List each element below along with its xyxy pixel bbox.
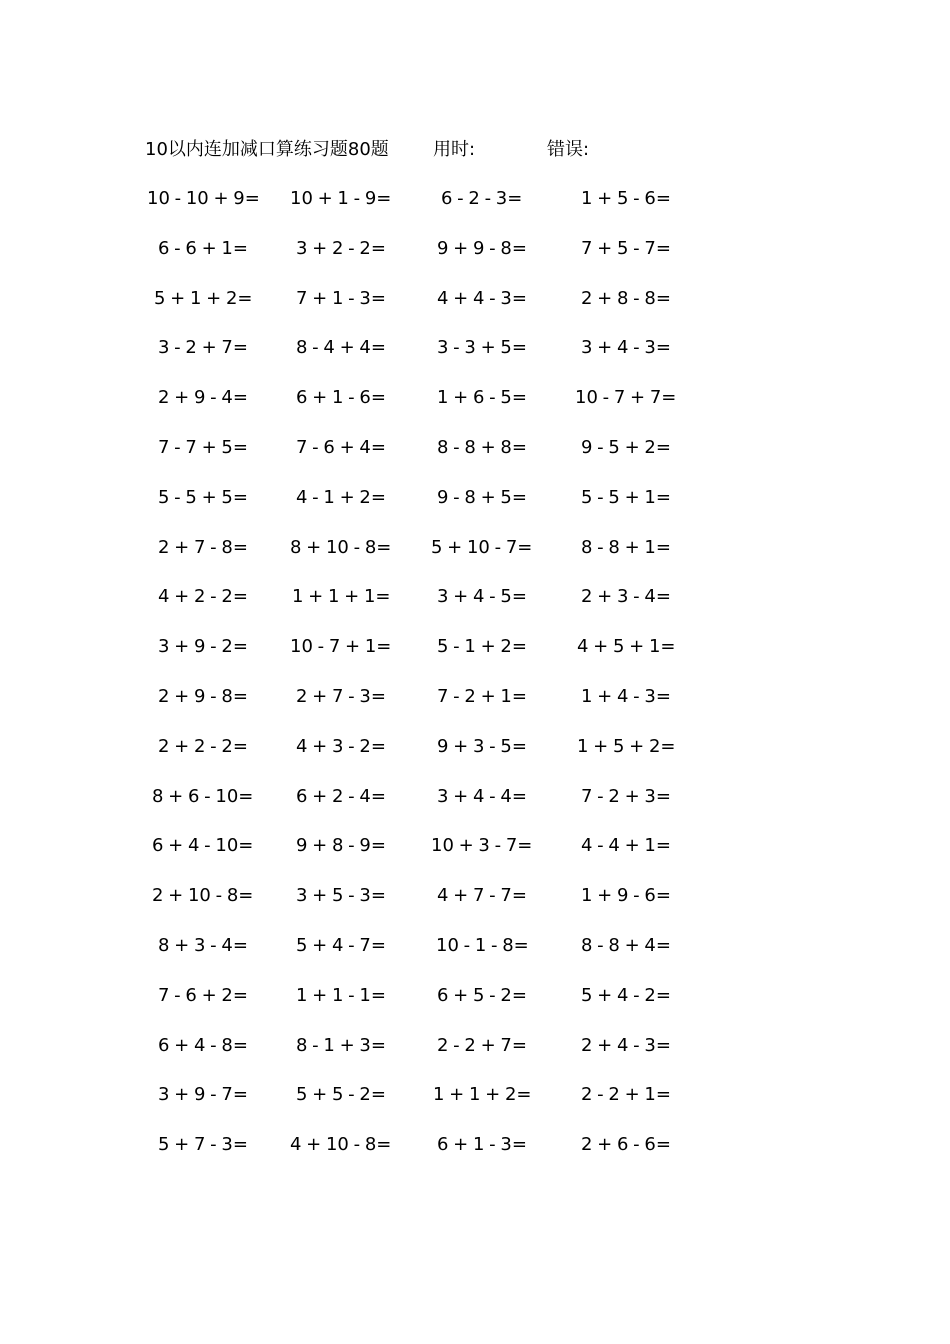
problem-item: 3 + 5 - 3=	[296, 885, 386, 907]
problem-item: 7 + 1 - 3=	[296, 287, 386, 309]
problem-item: 4 + 5 + 1=	[577, 636, 676, 658]
problem-item: 5 + 4 - 7=	[296, 935, 386, 956]
problem-item: 1 + 4 - 3=	[581, 686, 671, 707]
error-label: 错误:	[547, 139, 590, 160]
problem-item: 6 + 1 - 3=	[437, 1134, 527, 1156]
problem-item: 1 + 1 - 1=	[296, 984, 386, 1006]
problem-item: 10 - 10 + 9=	[147, 188, 260, 209]
problem-item: 5 - 5 + 1=	[581, 486, 671, 508]
problem-item: 2 + 9 - 4=	[158, 387, 248, 409]
problem-item: 1 + 5 + 2=	[577, 735, 676, 757]
problem-item: 7 - 6 + 2=	[158, 984, 248, 1006]
problem-item: 2 + 3 - 4=	[581, 586, 671, 608]
problem-item: 2 + 9 - 8=	[158, 686, 248, 707]
problem-item: 8 + 10 - 8=	[290, 536, 392, 558]
problem-item: 1 + 1 + 1=	[292, 586, 391, 608]
problem-item: 7 - 2 + 3=	[581, 785, 671, 807]
problem-item: 4 - 4 + 1=	[581, 835, 671, 857]
problem-item: 9 + 3 - 5=	[437, 735, 527, 757]
problem-item: 3 + 4 - 3=	[581, 337, 671, 359]
problem-item: 7 - 2 + 1=	[437, 686, 527, 707]
problem-item: 5 + 7 - 3=	[158, 1134, 248, 1156]
problem-item: 10 - 7 + 1=	[290, 636, 392, 658]
problem-item: 3 - 2 + 7=	[158, 337, 248, 359]
worksheet-title: 10以内连加减口算练习题80题	[145, 139, 389, 160]
problem-item: 2 + 8 - 8=	[581, 287, 671, 309]
problem-item: 2 + 6 - 6=	[581, 1134, 671, 1156]
problem-item: 6 + 5 - 2=	[437, 984, 527, 1006]
problem-item: 6 - 2 - 3=	[441, 188, 523, 209]
problem-item: 5 + 1 + 2=	[154, 287, 253, 309]
problem-item: 9 - 8 + 5=	[437, 486, 527, 508]
problem-item: 8 + 6 - 10=	[152, 785, 254, 807]
problem-item: 2 - 2 + 1=	[581, 1084, 671, 1106]
problem-item: 8 - 8 + 4=	[581, 935, 671, 956]
problem-item: 10 - 7 + 7=	[575, 387, 677, 409]
problem-item: 1 + 1 + 2=	[433, 1084, 532, 1106]
problem-item: 5 + 10 - 7=	[431, 536, 533, 558]
problem-item: 2 + 2 - 2=	[158, 735, 248, 757]
problem-item: 10 + 1 - 9=	[290, 188, 392, 209]
time-label: 用时:	[433, 139, 476, 160]
problem-item: 7 - 6 + 4=	[296, 437, 386, 458]
problem-item: 3 + 9 - 2=	[158, 636, 248, 658]
problem-item: 9 + 8 - 9=	[296, 835, 386, 857]
problem-item: 6 - 6 + 1=	[158, 237, 248, 259]
problem-item: 7 - 7 + 5=	[158, 437, 248, 458]
problem-item: 5 - 1 + 2=	[437, 636, 527, 658]
problem-item: 5 - 5 + 5=	[158, 486, 248, 508]
problem-item: 4 + 4 - 3=	[437, 287, 527, 309]
problem-item: 8 + 3 - 4=	[158, 935, 248, 956]
problem-item: 3 + 4 - 5=	[437, 586, 527, 608]
problem-item: 1 + 9 - 6=	[581, 885, 671, 907]
problem-item: 7 + 5 - 7=	[581, 237, 671, 259]
problem-item: 2 + 4 - 3=	[581, 1034, 671, 1056]
problem-item: 4 + 3 - 2=	[296, 735, 386, 757]
problem-item: 8 - 8 + 1=	[581, 536, 671, 558]
problem-item: 3 + 2 - 2=	[296, 237, 386, 259]
problem-item: 2 + 10 - 8=	[152, 885, 254, 907]
problem-item: 8 - 4 + 4=	[296, 337, 386, 359]
problem-item: 10 - 1 - 8=	[436, 935, 529, 956]
problem-item: 1 + 5 - 6=	[581, 188, 671, 209]
problem-item: 4 - 1 + 2=	[296, 486, 386, 508]
problem-item: 4 + 2 - 2=	[158, 586, 248, 608]
problem-item: 3 + 4 - 4=	[437, 785, 527, 807]
problem-item: 2 + 7 - 3=	[296, 686, 386, 707]
problem-item: 3 - 3 + 5=	[437, 337, 527, 359]
problem-item: 5 + 5 - 2=	[296, 1084, 386, 1106]
problem-item: 6 + 1 - 6=	[296, 387, 386, 409]
problem-item: 4 + 7 - 7=	[437, 885, 527, 907]
problem-item: 8 - 1 + 3=	[296, 1034, 386, 1056]
problem-item: 8 - 8 + 8=	[437, 437, 527, 458]
problem-item: 1 + 6 - 5=	[437, 387, 527, 409]
problem-item: 3 + 9 - 7=	[158, 1084, 248, 1106]
problem-item: 6 + 2 - 4=	[296, 785, 386, 807]
problem-item: 9 - 5 + 2=	[581, 437, 671, 458]
problem-item: 6 + 4 - 8=	[158, 1034, 248, 1056]
problem-item: 4 + 10 - 8=	[290, 1134, 392, 1156]
problem-item: 10 + 3 - 7=	[431, 835, 533, 857]
problem-item: 2 - 2 + 7=	[437, 1034, 527, 1056]
problem-item: 9 + 9 - 8=	[437, 237, 527, 259]
problem-item: 2 + 7 - 8=	[158, 536, 248, 558]
problem-item: 6 + 4 - 10=	[152, 835, 254, 857]
problem-item: 5 + 4 - 2=	[581, 984, 671, 1006]
